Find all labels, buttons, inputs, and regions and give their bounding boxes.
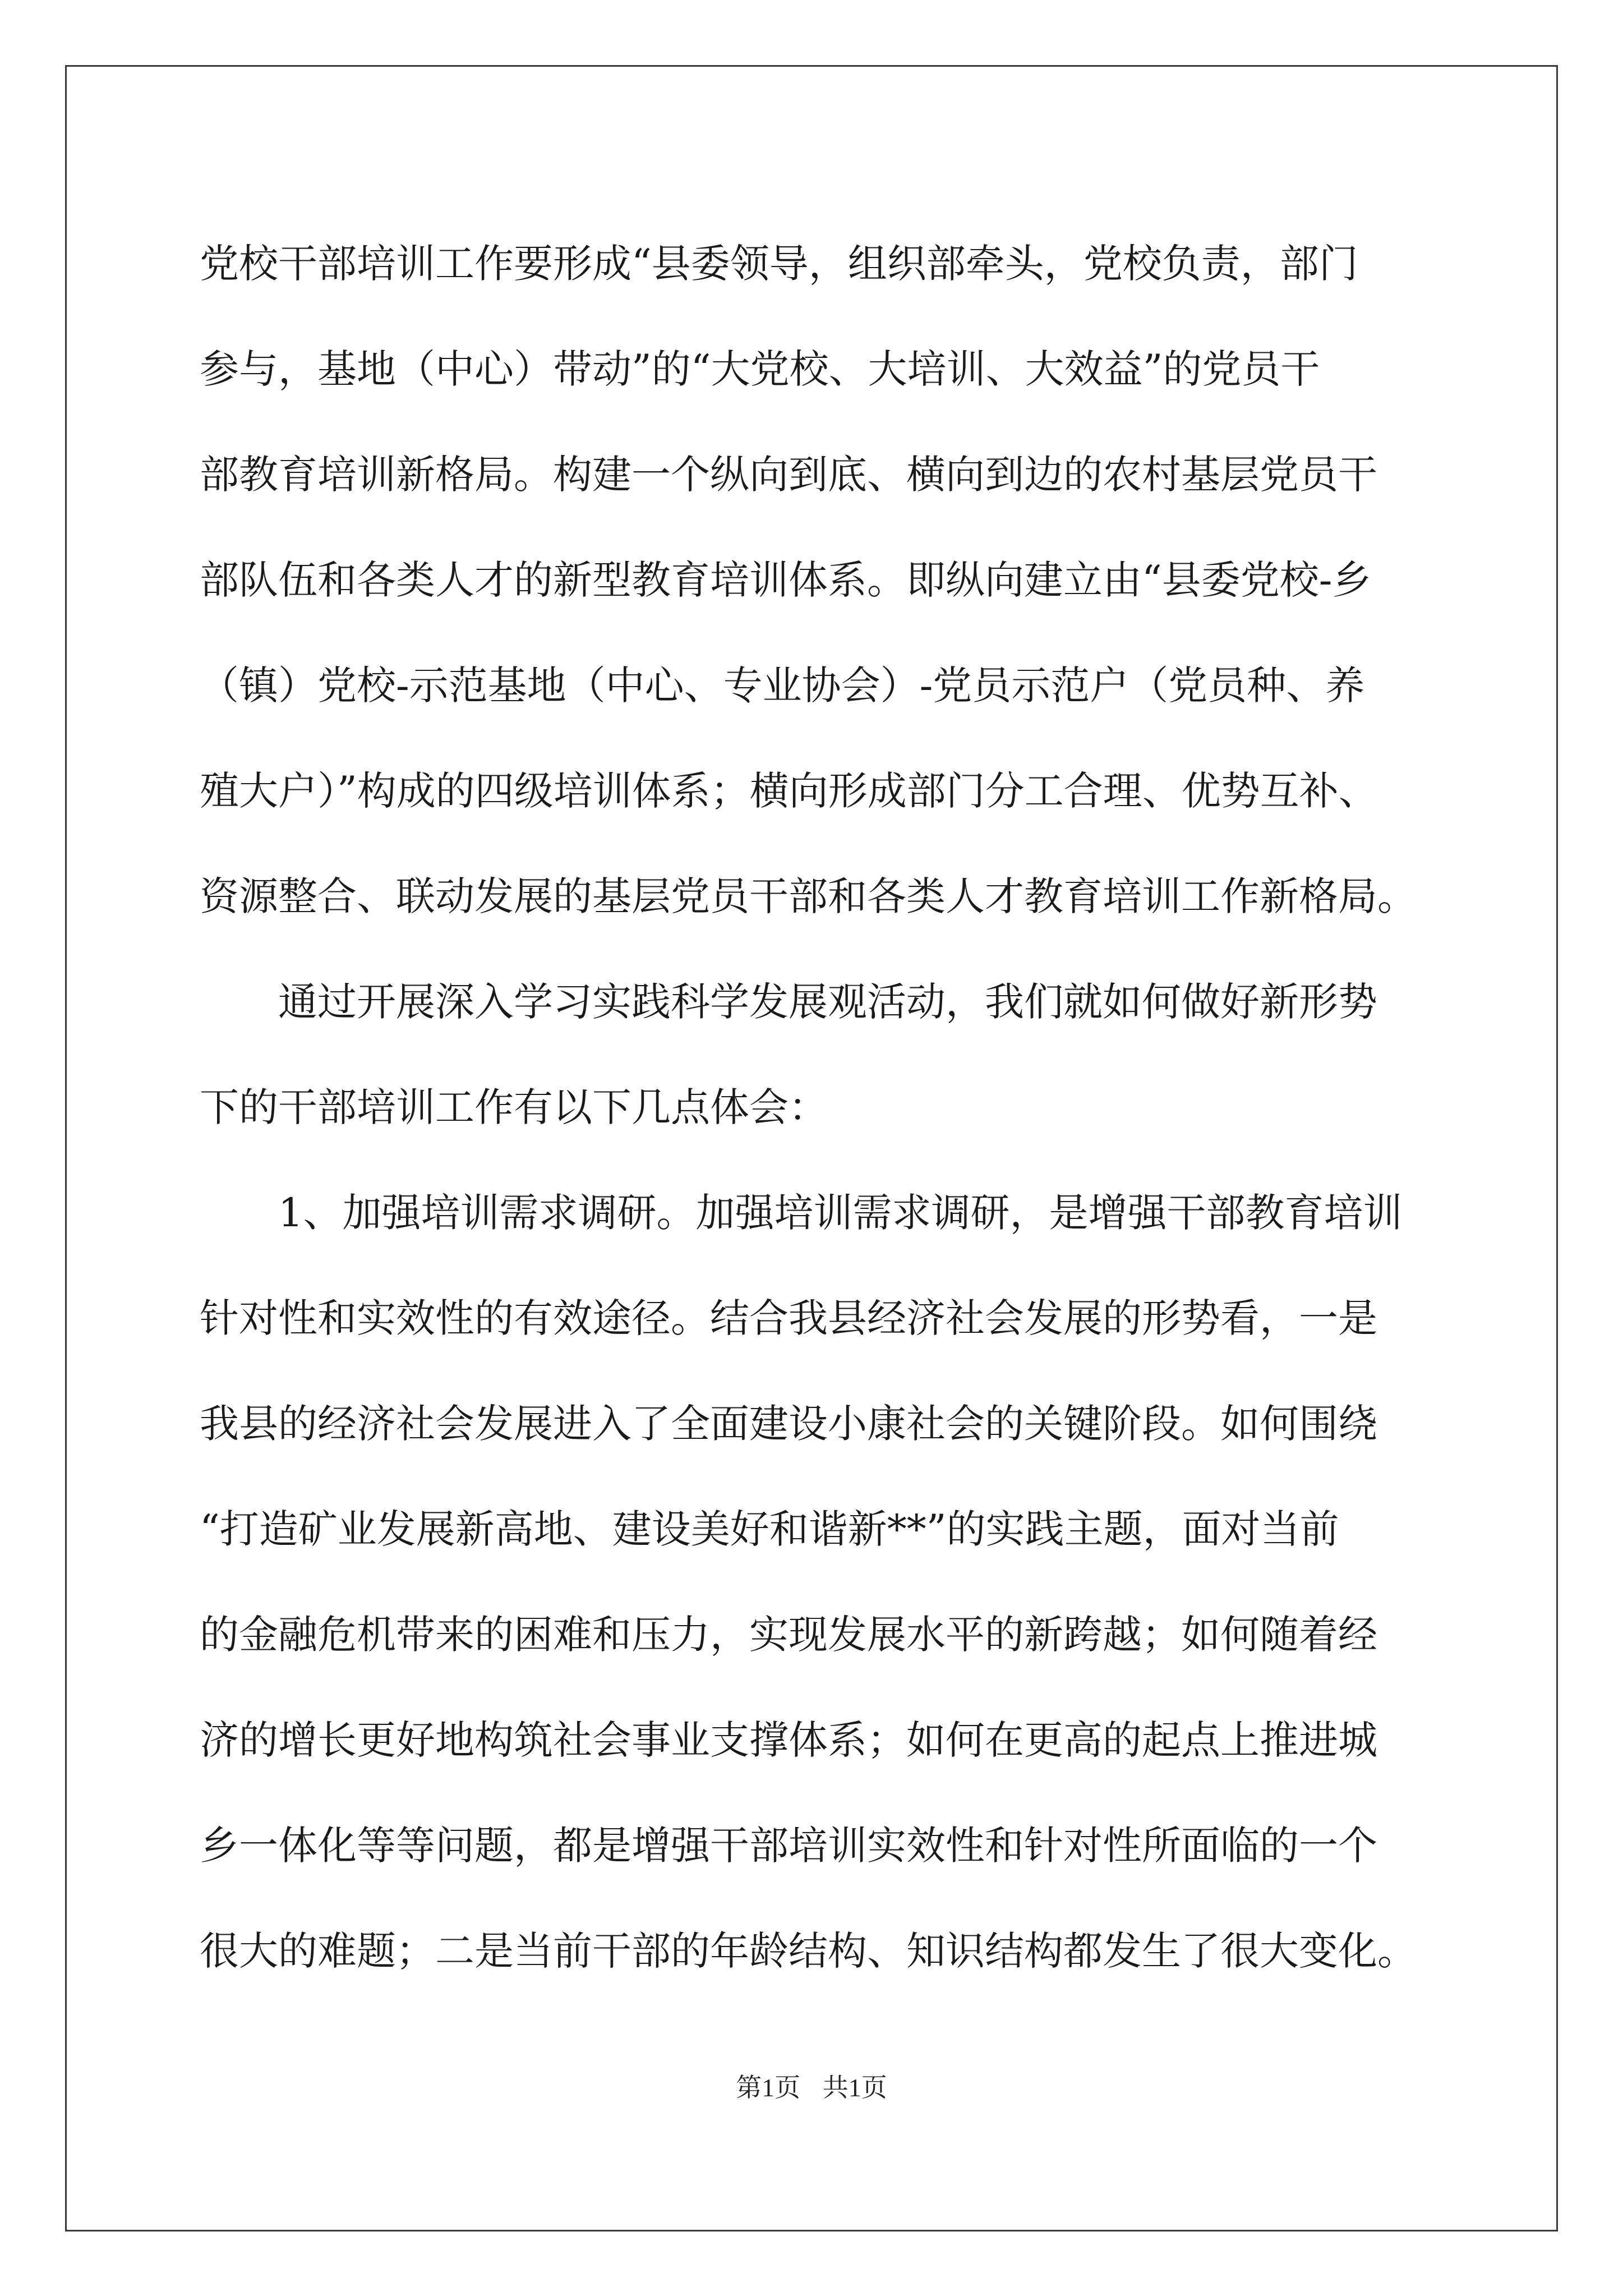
page-total: 共1页 [822, 2073, 887, 2102]
text-line: 参与，基地（中心）带动”的“大党校、大培训、大效益”的党员干 [200, 346, 1320, 392]
text-line: 部队伍和各类人才的新型教育培训体系。即纵向建立由“县委党校-乡 [200, 557, 1372, 603]
page-footer [0, 2067, 1623, 2104]
text-line: 我县的经济社会发展进入了全面建设小康社会的关键阶段。如何围绕 [200, 1401, 1377, 1447]
text-line: 很大的难题；二是当前干部的年龄结构、知识结构都发生了很大变化。 [200, 1928, 1417, 1974]
text-line: （镇）党校-示范基地（中心、专业协会）-党员示范户（党员种、养 [200, 662, 1365, 708]
document-body [200, 211, 1433, 2004]
text-line: 的金融危机带来的困难和压力，实现发展水平的新跨越；如何随着经 [200, 1612, 1377, 1658]
text-line: “打造矿业发展新高地、建设美好和谐新**”的实践主题，面对当前 [200, 1506, 1339, 1552]
text-line: 党校干部培训工作要形成“县委领导，组织部牵头，党校负责，部门 [200, 241, 1358, 287]
page-number: 第1页 [736, 2073, 801, 2102]
text-line: 下的干部培训工作有以下几点体会： [200, 1084, 828, 1130]
paragraph-first-line: 通过开展深入学习实践科学发展观活动，我们就如何做好新形势 [278, 979, 1377, 1025]
text-line: 资源整合、联动发展的基层党员干部和各类人才教育培训工作新格局。 [200, 873, 1417, 919]
text-line: 济的增长更好地构筑社会事业支撑体系；如何在更高的起点上推进城 [200, 1717, 1377, 1763]
text-line: 殖大户）”构成的四级培训体系；横向形成部门分工合理、优势互补、 [200, 768, 1378, 814]
paragraph-first-line: 1、加强培训需求调研。加强培训需求调研，是增强干部教育培训 [278, 1190, 1403, 1236]
text-line: 部教育培训新格局。构建一个纵向到底、横向到边的农村基层党员干 [200, 452, 1377, 498]
text-line: 乡一体化等等问题，都是增强干部培训实效性和针对性所面临的一个 [200, 1823, 1377, 1869]
text-line: 针对性和实效性的有效途径。结合我县经济社会发展的形势看，一是 [200, 1295, 1377, 1341]
